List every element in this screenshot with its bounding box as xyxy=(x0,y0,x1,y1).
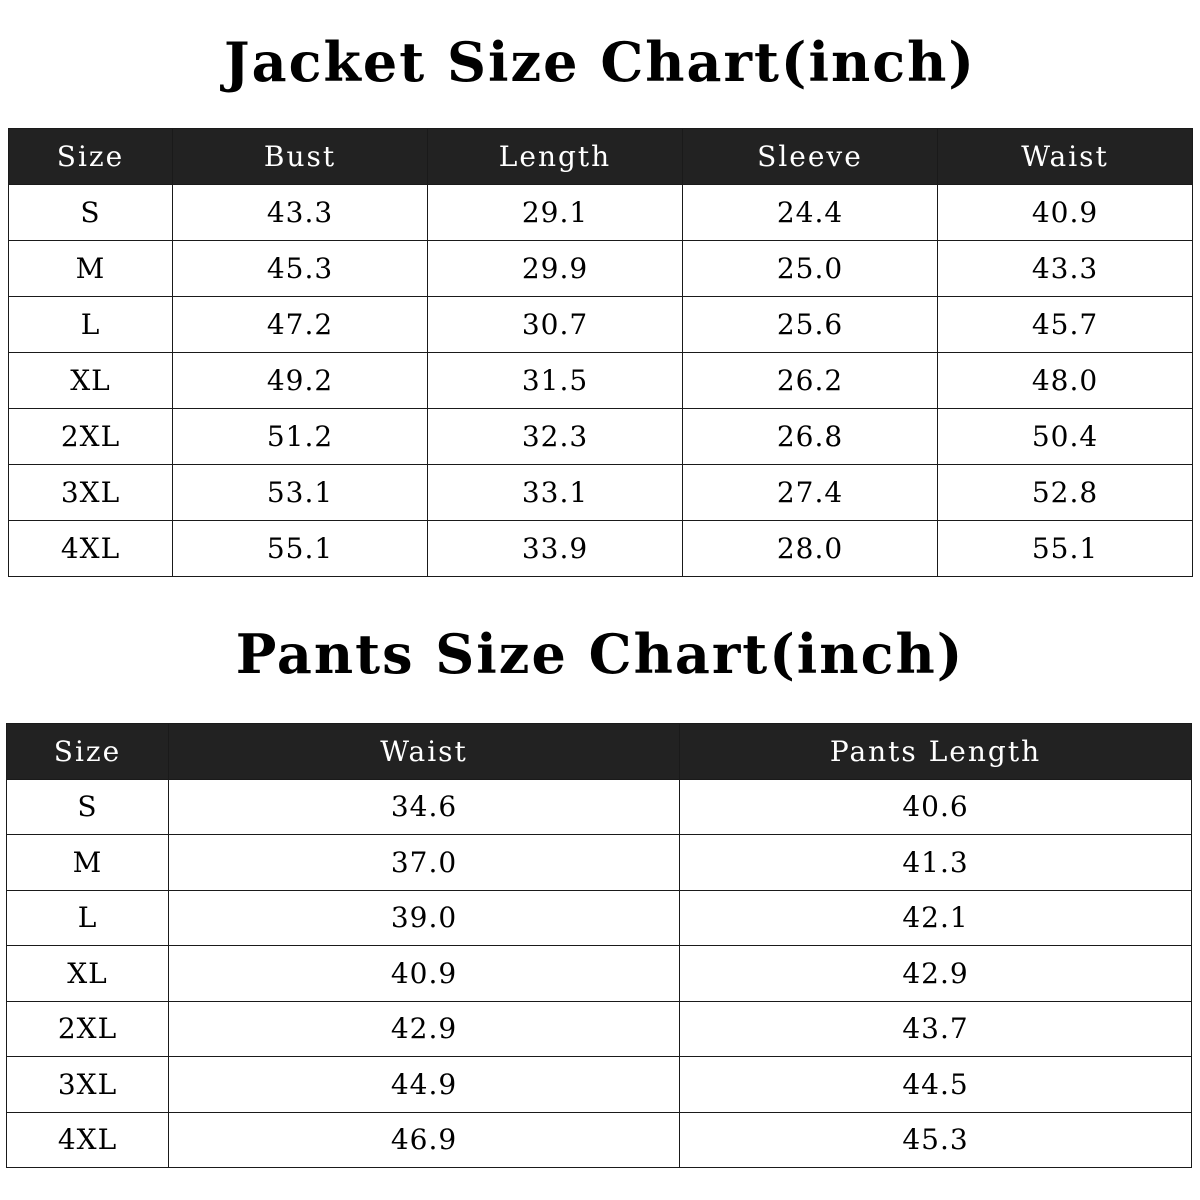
header-sleeve: Sleeve xyxy=(683,129,938,185)
size-cell: XL xyxy=(9,353,173,409)
length-cell: 32.3 xyxy=(428,409,683,465)
table-row xyxy=(9,185,1193,241)
table-row xyxy=(9,465,1193,521)
size-cell: 4XL xyxy=(7,1112,169,1168)
bust-cell: 43.3 xyxy=(173,185,428,241)
sleeve-cell: 25.0 xyxy=(683,241,938,297)
length-cell: 29.9 xyxy=(428,241,683,297)
size-cell: 3XL xyxy=(9,465,173,521)
length-cell: 31.5 xyxy=(428,353,683,409)
waist-cell: 37.0 xyxy=(169,835,680,891)
table-row xyxy=(9,241,1193,297)
header-size: Size xyxy=(7,724,169,780)
size-cell: 4XL xyxy=(9,521,173,577)
header-waist: Waist xyxy=(938,129,1193,185)
header-length: Length xyxy=(428,129,683,185)
waist-cell: 52.8 xyxy=(938,465,1193,521)
waist-cell: 40.9 xyxy=(938,185,1193,241)
pants-length-cell: 44.5 xyxy=(680,1057,1192,1113)
jacket-size-table xyxy=(8,128,1193,577)
pants-length-cell: 42.9 xyxy=(680,946,1192,1002)
header-size: Size xyxy=(9,129,173,185)
waist-cell: 46.9 xyxy=(169,1112,680,1168)
table-row xyxy=(9,297,1193,353)
size-cell: L xyxy=(9,297,173,353)
waist-cell: 48.0 xyxy=(938,353,1193,409)
length-cell: 29.1 xyxy=(428,185,683,241)
size-cell: M xyxy=(9,241,173,297)
sleeve-cell: 26.8 xyxy=(683,409,938,465)
size-cell: 2XL xyxy=(9,409,173,465)
waist-cell: 50.4 xyxy=(938,409,1193,465)
pants-length-cell: 45.3 xyxy=(680,1112,1192,1168)
pants-length-cell: 41.3 xyxy=(680,835,1192,891)
pants-length-cell: 42.1 xyxy=(680,890,1192,946)
bust-cell: 55.1 xyxy=(173,521,428,577)
waist-cell: 40.9 xyxy=(169,946,680,1002)
header-pants-length: Pants Length xyxy=(680,724,1192,780)
header-waist: Waist xyxy=(169,724,680,780)
length-cell: 33.1 xyxy=(428,465,683,521)
waist-cell: 55.1 xyxy=(938,521,1193,577)
sleeve-cell: 24.4 xyxy=(683,185,938,241)
waist-cell: 45.7 xyxy=(938,297,1193,353)
waist-cell: 44.9 xyxy=(169,1057,680,1113)
size-cell: XL xyxy=(7,946,169,1002)
waist-cell: 42.9 xyxy=(169,1001,680,1057)
sleeve-cell: 27.4 xyxy=(683,465,938,521)
size-cell: M xyxy=(7,835,169,891)
table-row xyxy=(7,1057,1192,1113)
length-cell: 33.9 xyxy=(428,521,683,577)
table-row xyxy=(7,890,1192,946)
table-row xyxy=(9,409,1193,465)
table-header-row xyxy=(7,724,1192,780)
table-row xyxy=(7,779,1192,835)
bust-cell: 53.1 xyxy=(173,465,428,521)
pants-size-chart-title: Pants Size Chart(inch) xyxy=(235,622,965,686)
sleeve-cell: 25.6 xyxy=(683,297,938,353)
bust-cell: 45.3 xyxy=(173,241,428,297)
length-cell: 30.7 xyxy=(428,297,683,353)
jacket-size-chart-title: Jacket Size Chart(inch) xyxy=(224,30,976,94)
bust-cell: 49.2 xyxy=(173,353,428,409)
size-cell: S xyxy=(9,185,173,241)
size-cell: S xyxy=(7,779,169,835)
sleeve-cell: 26.2 xyxy=(683,353,938,409)
table-header-row xyxy=(9,129,1193,185)
pants-size-table xyxy=(6,723,1192,1168)
size-cell: 2XL xyxy=(7,1001,169,1057)
waist-cell: 39.0 xyxy=(169,890,680,946)
table-row xyxy=(7,946,1192,1002)
waist-cell: 34.6 xyxy=(169,779,680,835)
bust-cell: 47.2 xyxy=(173,297,428,353)
bust-cell: 51.2 xyxy=(173,409,428,465)
sleeve-cell: 28.0 xyxy=(683,521,938,577)
size-cell: L xyxy=(7,890,169,946)
table-row xyxy=(9,521,1193,577)
pants-length-cell: 43.7 xyxy=(680,1001,1192,1057)
pants-length-cell: 40.6 xyxy=(680,779,1192,835)
table-row xyxy=(9,353,1193,409)
waist-cell: 43.3 xyxy=(938,241,1193,297)
size-cell: 3XL xyxy=(7,1057,169,1113)
table-row xyxy=(7,1112,1192,1168)
header-bust: Bust xyxy=(173,129,428,185)
table-row xyxy=(7,835,1192,891)
table-row xyxy=(7,1001,1192,1057)
